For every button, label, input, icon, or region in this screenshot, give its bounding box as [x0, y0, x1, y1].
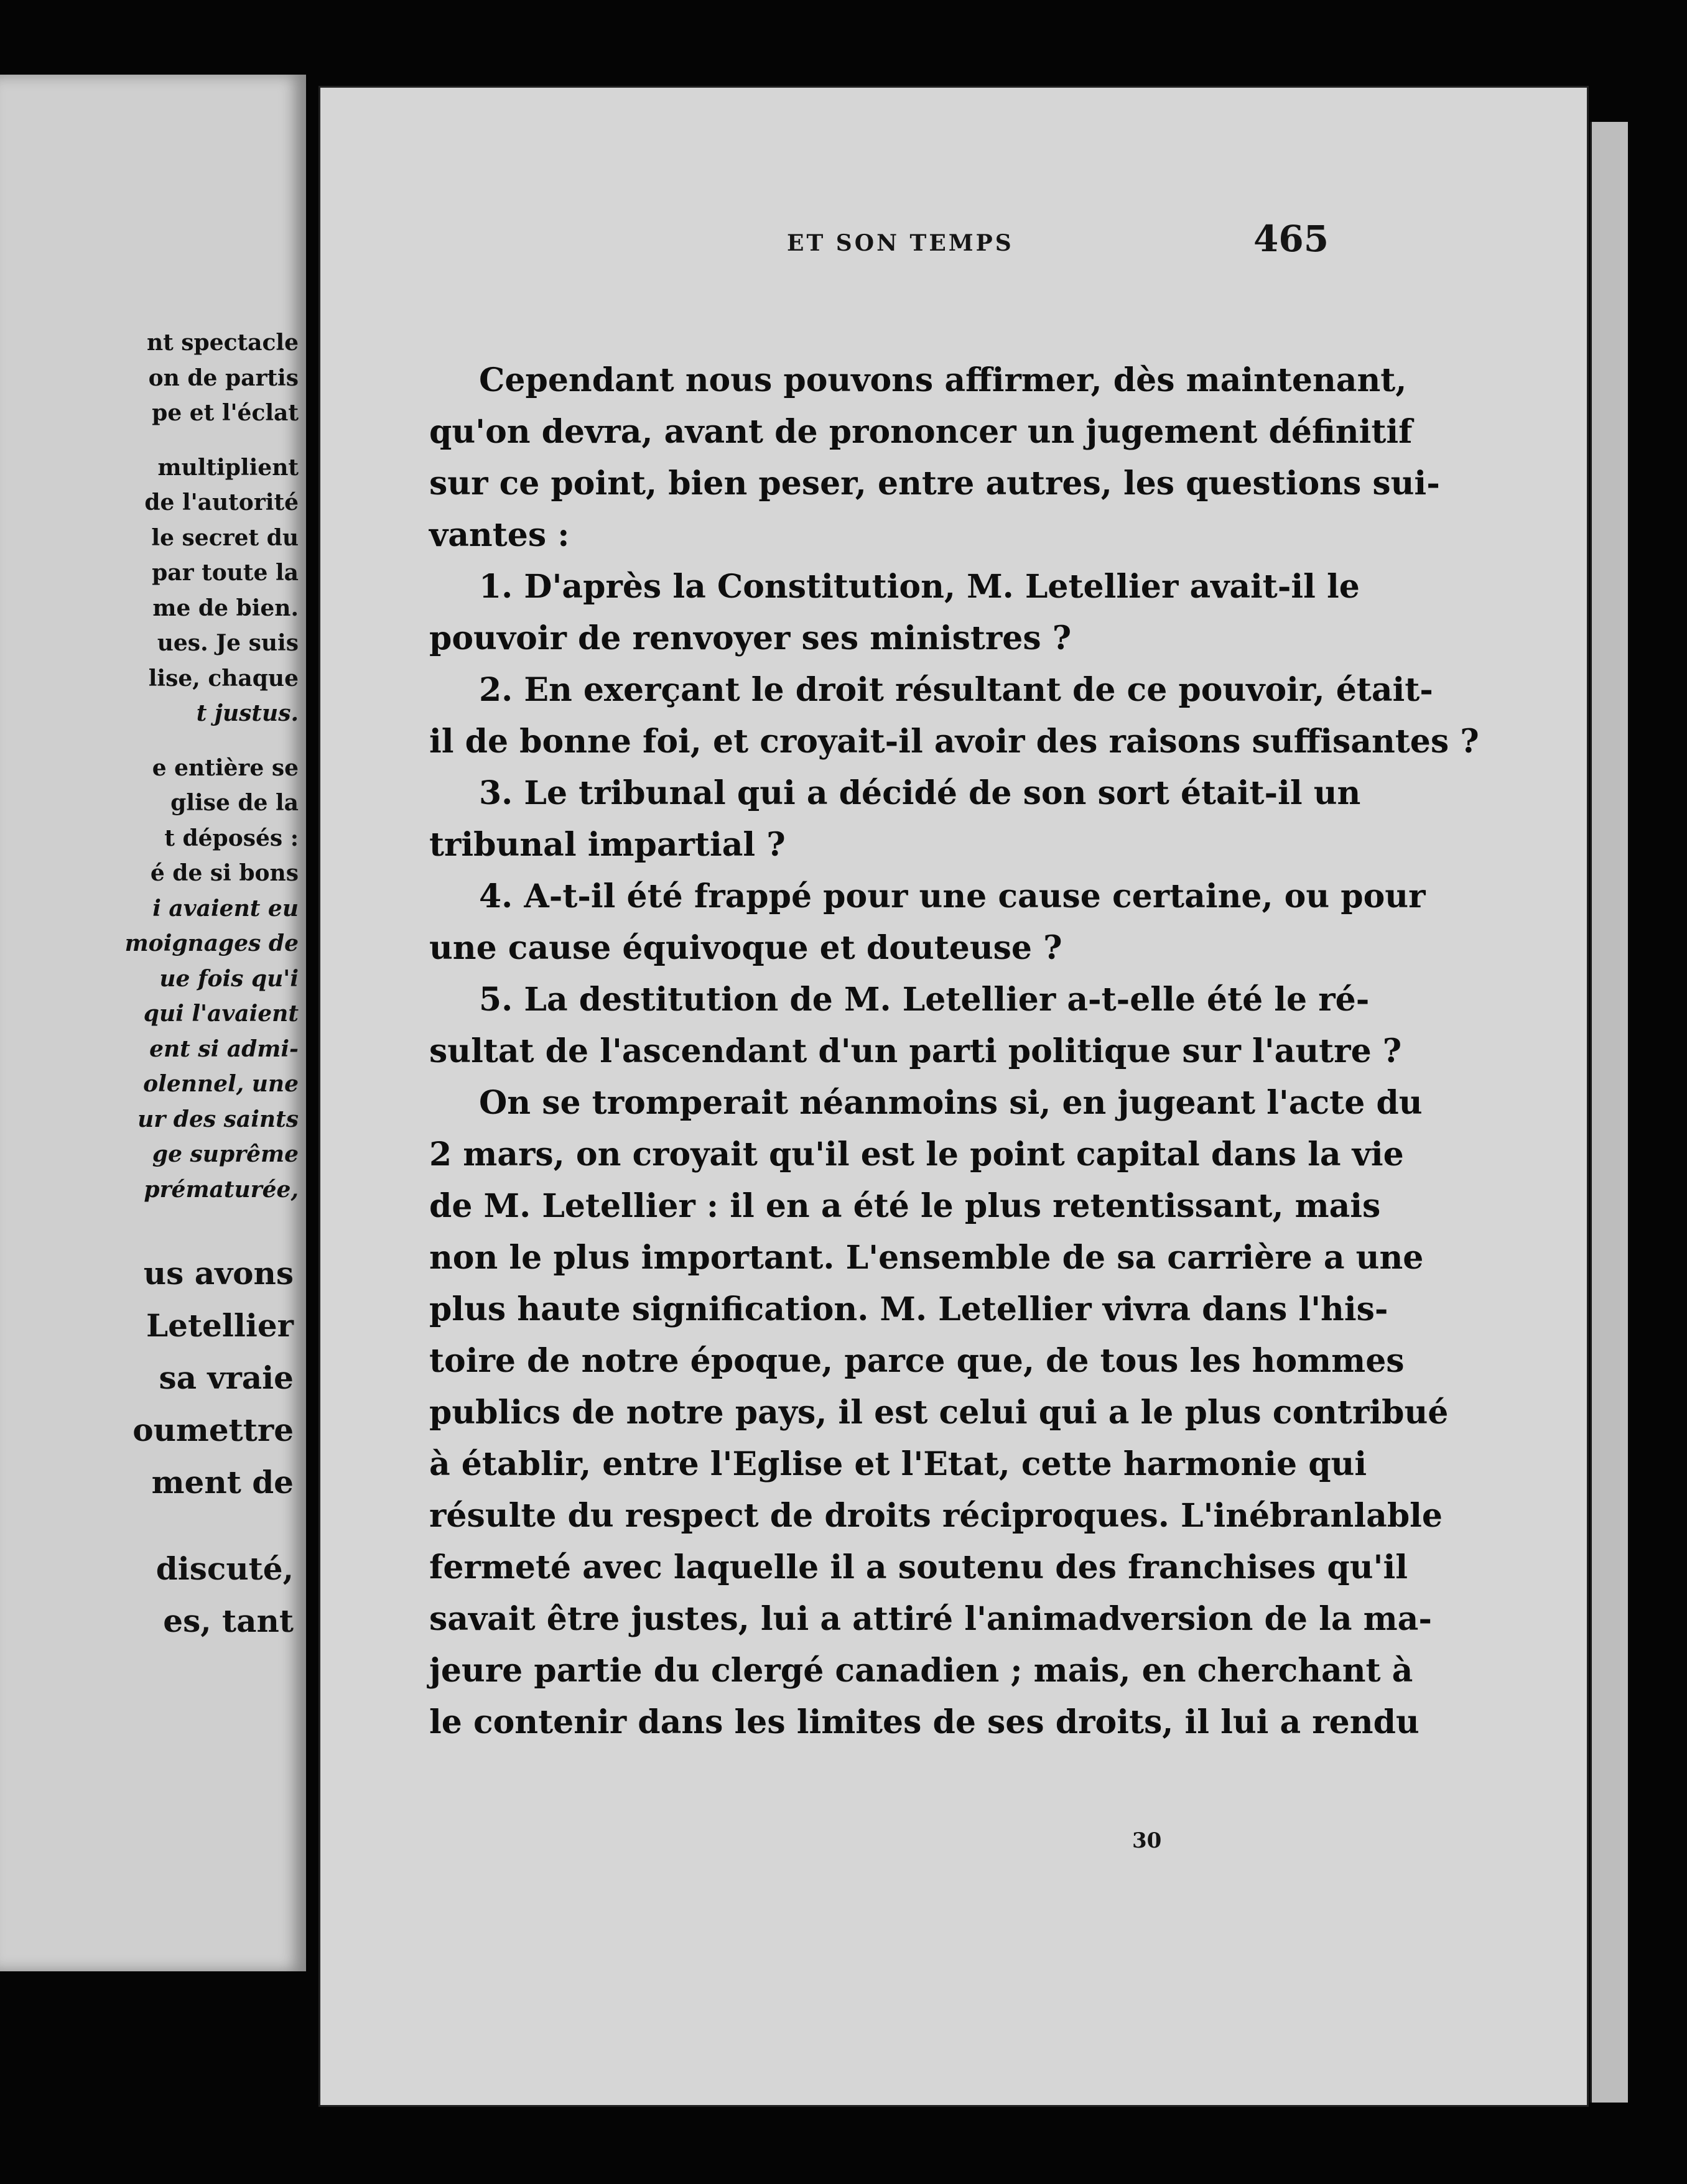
left-page-line: olennel, une — [143, 1071, 299, 1098]
text-line: pouvoir de renvoyer ses ministres ? — [429, 619, 1072, 657]
text-line: 3. Le tribunal qui a décidé de son sort était-il un — [479, 774, 1361, 812]
left-page-line: ues. Je suis — [157, 630, 299, 657]
text-line: 1. D'après la Constitution, M. Letellier avait-il le — [479, 568, 1360, 606]
text-line: Cependant nous pouvons affirmer, dès maintenant, — [479, 361, 1407, 399]
text-line: le contenir dans les limites de ses droits, il lui a rendu — [429, 1703, 1420, 1741]
left-page-line: es, tant — [163, 1602, 294, 1639]
left-page-line: par toute la — [152, 560, 299, 586]
signature-mark: 30 — [1132, 1828, 1162, 1853]
text-line: fermeté avec laquelle il a soutenu des franchises qu'il — [429, 1548, 1408, 1586]
left-page-line: oumettre — [132, 1412, 294, 1449]
text-line: jeure partie du clergé canadien ; mais, en cherchant à — [429, 1652, 1413, 1690]
left-page-text — [0, 75, 306, 1971]
left-page-line: e entière se — [152, 754, 299, 781]
text-line: non le plus important. L'ensemble de sa carrière a une — [429, 1239, 1424, 1277]
left-page-line: le secret du — [151, 524, 299, 551]
left-page-line: ur des saints — [137, 1106, 299, 1132]
text-line: 2 mars, on croyait qu'il est le point capital dans la vie — [429, 1136, 1404, 1173]
text-line: de M. Letellier : il en a été le plus retentissant, mais — [429, 1187, 1381, 1225]
left-page-line: prématurée, — [144, 1176, 299, 1203]
text-line: une cause équivoque et douteuse ? — [429, 929, 1062, 967]
left-page-line: ment de — [151, 1464, 294, 1501]
text-line: tribunal impartial ? — [429, 826, 786, 864]
left-page-line: ue fois qu'i — [159, 965, 299, 992]
text-line: vantes : — [429, 516, 570, 554]
text-line: il de bonne foi, et croyait-il avoir des raisons suffisantes ? — [429, 723, 1479, 761]
left-page-line: qui l'avaient — [143, 1001, 299, 1027]
left-page-line: sa vraie — [159, 1359, 294, 1397]
text-line: toire de notre époque, parce que, de tous les hommes — [429, 1342, 1405, 1380]
page-number: 465 — [1253, 218, 1329, 260]
left-page-line: multiplient — [157, 454, 299, 481]
text-line: 5. La destitution de M. Letellier a-t-elle été le ré- — [479, 981, 1370, 1019]
left-page-line: lise, chaque — [148, 665, 299, 692]
body-text — [429, 354, 1479, 1748]
text-line: plus haute signification. M. Letellier vivra dans l'his- — [429, 1290, 1388, 1328]
text-line: publics de notre pays, il est celui qui a le plus contribué — [429, 1394, 1449, 1432]
left-page-line: t justus. — [196, 700, 299, 727]
left-page-line: me de bien. — [152, 595, 299, 621]
left-page-line: Letellier — [146, 1307, 294, 1344]
left-page-line: é de si bons — [150, 860, 299, 887]
text-line: sultat de l'ascendant d'un parti politique sur l'autre ? — [429, 1032, 1402, 1070]
left-page-line: us avons — [143, 1255, 294, 1292]
text-line: 2. En exerçant le droit résultant de ce pouvoir, était- — [479, 671, 1433, 709]
left-page-line: pe et l'éclat — [152, 400, 299, 426]
text-line: savait être justes, lui a attiré l'animadversion de la ma- — [429, 1600, 1432, 1638]
left-page-line: ge suprême — [152, 1141, 299, 1168]
running-head — [482, 211, 1329, 267]
left-page-line: t déposés : — [164, 825, 299, 851]
text-line: résulte du respect de droits réciproques. L'inébranlable — [429, 1497, 1443, 1535]
left-page — [0, 75, 306, 1971]
text-line: sur ce point, bien peser, entre autres, les questions sui- — [429, 465, 1440, 502]
left-page-line: glise de la — [170, 790, 299, 817]
header-title: ET SON TEMPS — [787, 230, 1014, 256]
left-page-line: on de partis — [148, 364, 299, 391]
text-line: qu'on devra, avant de prononcer un jugement définitif — [429, 413, 1413, 451]
page-edge — [1590, 122, 1628, 2103]
left-page-line: nt spectacle — [146, 330, 299, 356]
text-line: à établir, entre l'Eglise et l'Etat, cette harmonie qui — [429, 1445, 1367, 1483]
left-page-line: i avaient eu — [152, 895, 299, 922]
left-page-line: ent si admi- — [149, 1035, 299, 1062]
left-page-line: discuté, — [156, 1550, 294, 1587]
left-page-line: de l'autorité — [144, 489, 299, 516]
left-page-line: moignages de — [124, 930, 299, 957]
text-line: 4. A-t-il été frappé pour une cause certaine, ou pour — [479, 877, 1426, 915]
text-line: On se tromperait néanmoins si, en jugeant l'acte du — [479, 1084, 1423, 1122]
